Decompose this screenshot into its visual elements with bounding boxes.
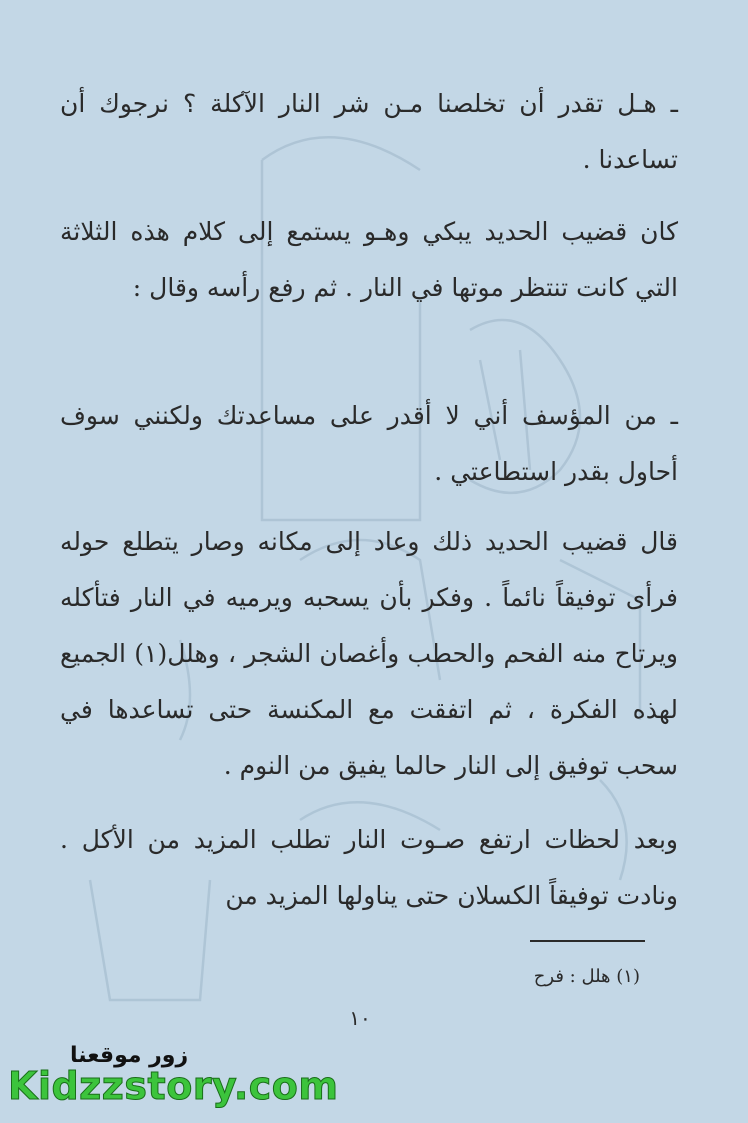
paragraph-text: كان قضيب الحديد يبكي وهـو يستمع إلى كلام هذه الثلاثة التي كانت تنتظر موتها في النار . ثم رفع رأسه وقال : bbox=[60, 217, 678, 302]
footnote-divider bbox=[530, 940, 645, 942]
paragraph-text: ـ هـل تقدر أن تخلصنا مـن شر النار الآكلة ؟ نرجوك أن تساعدنا . bbox=[60, 89, 678, 174]
watermark-site-link[interactable]: Kidzzstory.com bbox=[8, 1064, 339, 1108]
paragraph-text: وبعد لحظات ارتفع صـوت النار تطلب المزيد من الأكل . ونادت توفيقاً الكسلان حتى يناولها المزيد من bbox=[60, 825, 678, 910]
page-number: ١٠ bbox=[349, 1006, 371, 1030]
watermark-arabic: زور موقعنا bbox=[70, 1043, 189, 1068]
paragraph-3 bbox=[60, 388, 678, 500]
paragraph-5 bbox=[60, 812, 678, 924]
paragraph-1 bbox=[60, 76, 678, 188]
paragraph-4 bbox=[60, 514, 678, 794]
paragraph-text: ـ من المؤسف أني لا أقدر على مساعدتك ولكنني سوف أحاول بقدر استطاعتي . bbox=[60, 401, 678, 486]
footnote: (١) هلل : فرح bbox=[533, 966, 640, 987]
paragraph-text: قال قضيب الحديد ذلك وعاد إلى مكانه وصار يتطلع حوله فرأى توفيقاً نائماً . وفكر بأن يسحبه ويرميه في النار فتأكله ويرتاح منه الفحم والحطب وأغصان الشجر ، وهلل(١) الجميع لهذه الفكرة ، ثم اتفقت مع المكنسة حتى تساعدها في سحب توفيق إلى النار حالما يفيق من النوم . bbox=[60, 527, 678, 780]
paragraph-2 bbox=[60, 204, 678, 316]
